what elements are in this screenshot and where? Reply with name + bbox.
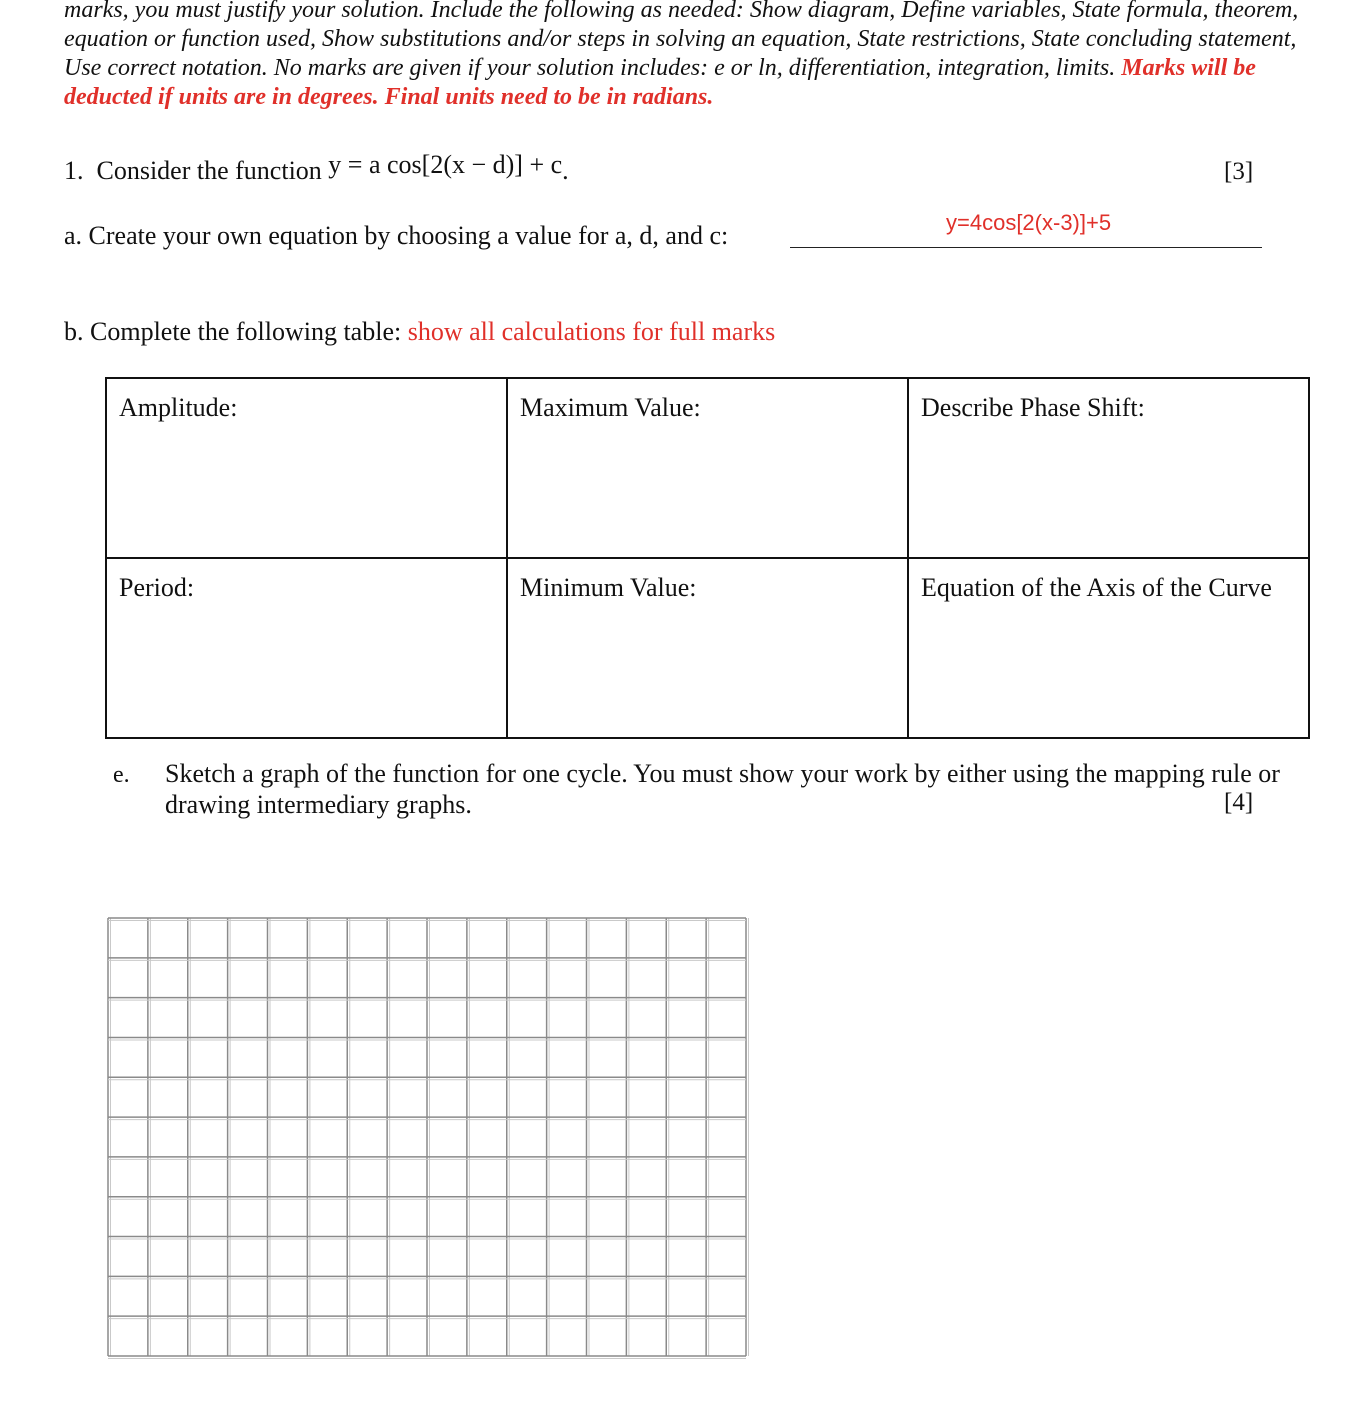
part-e-letter: e. bbox=[113, 762, 130, 788]
table-cell-maximum[interactable]: Maximum Value: bbox=[507, 378, 908, 558]
part-e-prompt: Sketch a graph of the function for one cycle. You must show your work by either using the mapping rule or drawing intermediary graphs. bbox=[165, 759, 1280, 819]
formula-period: . bbox=[562, 156, 569, 185]
graph-paper[interactable] bbox=[107, 916, 749, 1360]
part-e-marks: [4] bbox=[1224, 789, 1254, 816]
instructions-text: marks, you must justify your solution. Include the following as needed: Show diagram, Define variables, State formula, theorem, equation or function used, Show substitutions and/or steps in solving an equation, State restrictions, State concluding statement, Use correct notation. No marks are given if your solution includes: e or ln, differentiation, integration, limits. bbox=[64, 0, 1299, 81]
question-1 bbox=[64, 150, 569, 186]
part-a-prompt: a. Create your own equation by choosing a value for a, d, and c: bbox=[64, 221, 729, 250]
table-cell-minimum[interactable]: Minimum Value: bbox=[507, 558, 908, 738]
table-cell-phase-shift[interactable]: Describe Phase Shift: bbox=[908, 378, 1309, 558]
function-formula: y = a cos[2(x − d)] + c bbox=[328, 150, 563, 179]
properties-table bbox=[105, 377, 1310, 739]
part-b-instruction: show all calculations for full marks bbox=[407, 317, 776, 346]
units-warning: Marks will be deducted if units are in degrees. Final units need to be in radians. bbox=[64, 55, 1256, 110]
question-prompt: Consider the function bbox=[96, 156, 322, 185]
answer-line bbox=[790, 247, 1262, 248]
table-cell-axis[interactable]: Equation of the Axis of the Curve bbox=[908, 558, 1309, 738]
table-cell-amplitude[interactable]: Amplitude: bbox=[106, 378, 507, 558]
grid-lines bbox=[108, 918, 749, 1359]
instructions-paragraph bbox=[64, 0, 1304, 112]
part-a-answer[interactable]: y=4cos[2(x-3)]+5 bbox=[946, 210, 1112, 235]
table-cell-period[interactable]: Period: bbox=[106, 558, 507, 738]
question-1-marks: [3] bbox=[1224, 158, 1254, 185]
table-row bbox=[106, 558, 1309, 738]
part-b bbox=[64, 317, 775, 347]
question-number: 1. bbox=[64, 156, 84, 185]
part-b-prompt: b. Complete the following table: bbox=[64, 317, 402, 346]
table-row bbox=[106, 378, 1309, 558]
